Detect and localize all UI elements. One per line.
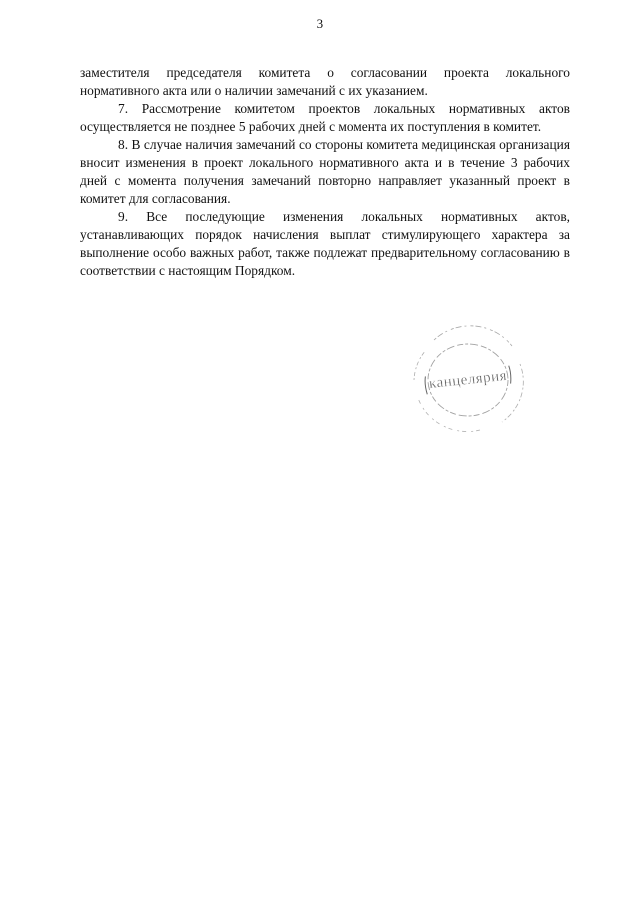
page-number: 3 <box>316 16 324 31</box>
paragraph-continuation: заместителя председателя комитета о согласовании проекта локального нормативного акта или о наличии замечаний с их указанием. <box>80 65 570 98</box>
office-stamp <box>404 318 530 438</box>
paragraph-item-9: 9. Все последующие изменения локальных нормативных актов, устанавливающих порядок начисления выплат стимулирующего характера за выполнение особо важных работ, также подлежат предварительному согласованию в соответствии с настоящим Порядком. <box>80 209 570 278</box>
document-body <box>80 64 570 280</box>
paragraph-item-8: 8. В случае наличия замечаний со стороны комитета медицинская организация вносит изменения в проект локального нормативного акта и в течение 3 рабочих дней с момента получения замечаний повторно направляет указанный проект в комитет для согласования. <box>80 137 570 206</box>
round-office-stamp-icon <box>404 318 530 438</box>
paragraph-item-7: 7. Рассмотрение комитетом проектов локальных нормативных актов осуществляется не позднее 5 рабочих дней с момента их поступления в комитет. <box>80 101 570 134</box>
stamp-text: канцелярия <box>428 367 508 393</box>
